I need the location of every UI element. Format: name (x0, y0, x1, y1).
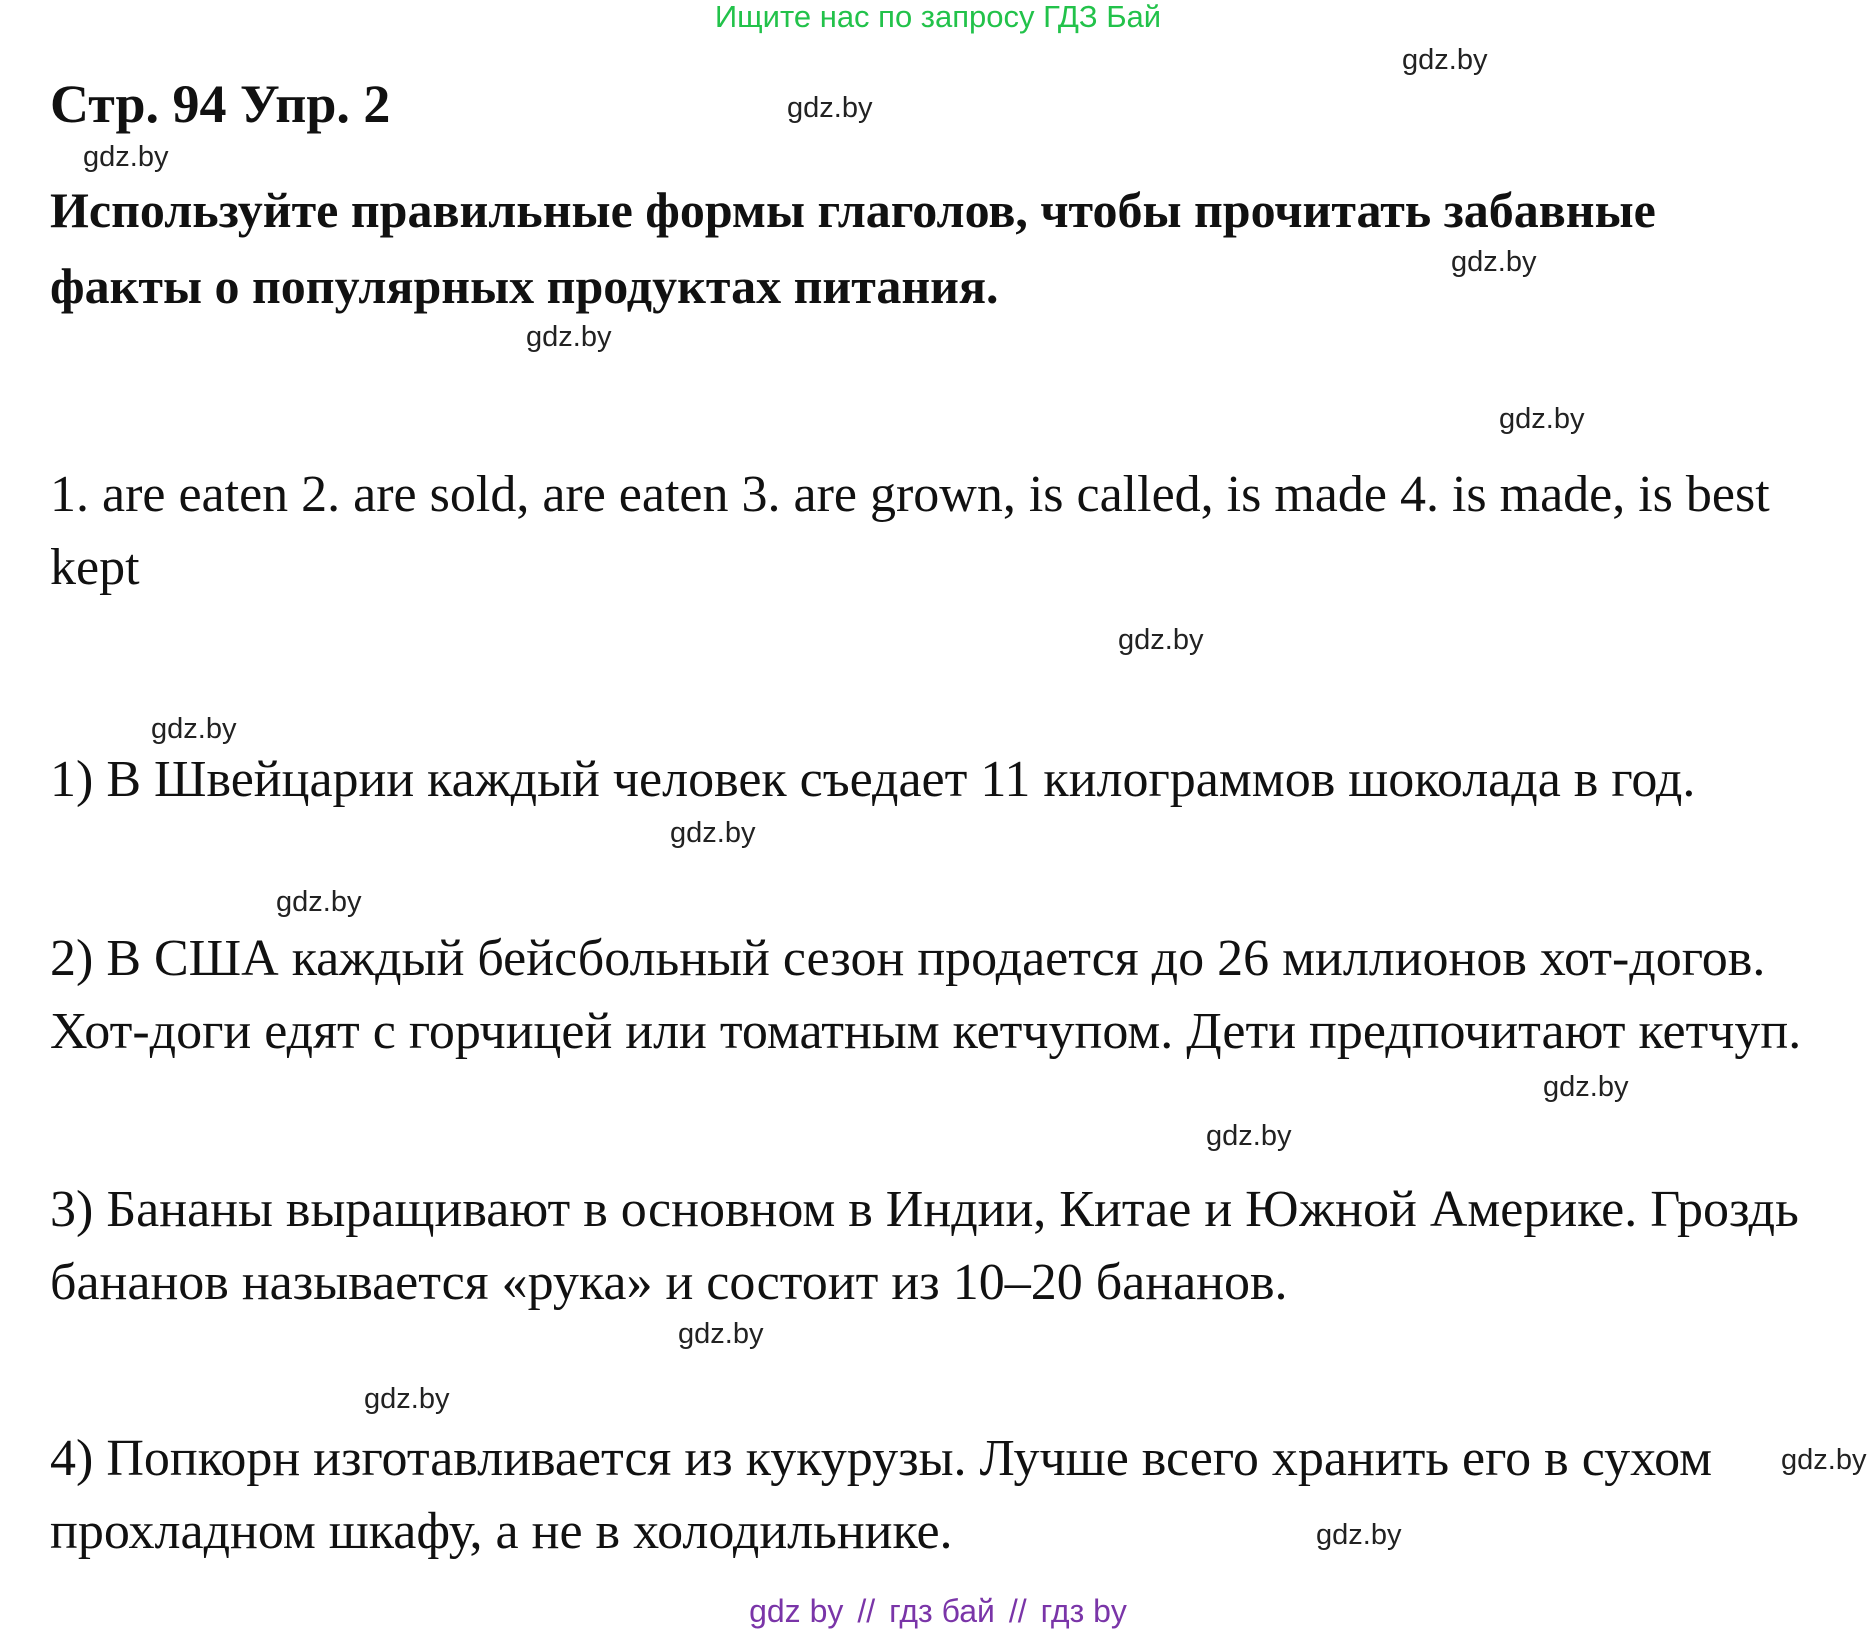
watermark: gdz.by (787, 92, 873, 124)
watermark: gdz.by (1316, 1519, 1402, 1551)
watermark: gdz.by (1781, 1444, 1867, 1476)
footer-links (0, 1593, 1876, 1629)
watermark: gdz.by (1118, 624, 1204, 656)
fact-4: 4) Попкорн изготавливается из кукурузы. Лучше всего хранить его в сухом прохладном шкафу, а не в холодильнике. (50, 1430, 1713, 1560)
page-title: Стр. 94 Упр. 2 (50, 74, 391, 134)
watermark: gdz.by (1499, 403, 1585, 435)
footer-link-gdz-by-ru[interactable]: гдз by (1040, 1593, 1127, 1629)
watermark: gdz.by (1543, 1071, 1629, 1103)
watermark: gdz.by (364, 1383, 450, 1415)
footer-link-gdz-by[interactable]: gdz by (749, 1593, 844, 1629)
footer-separator: // (1008, 1593, 1027, 1629)
footer-link-gdz-bai[interactable]: гдз бай (889, 1593, 995, 1629)
watermark: gdz.by (276, 886, 362, 918)
watermark: gdz.by (1206, 1120, 1292, 1152)
task-instructions: Используйте правильные формы глаголов, чтобы прочитать забавные факты о популярных продуктах питания. (50, 182, 1656, 314)
watermark: gdz.by (526, 321, 612, 353)
fact-1: 1) В Швейцарии каждый человек съедает 11 килограммов шоколада в год. (50, 751, 1696, 808)
footer-separator: // (857, 1593, 876, 1629)
watermark: gdz.by (1451, 246, 1537, 278)
top-search-banner: Ищите нас по запросу ГДЗ Бай (714, 0, 1162, 34)
watermark: gdz.by (83, 141, 169, 173)
answers-text: 1. are eaten 2. are sold, are eaten 3. are grown, is called, is made 4. is made, is best kept (50, 466, 1770, 596)
watermark: gdz.by (1402, 44, 1488, 76)
fact-2: 2) В США каждый бейсбольный сезон продается до 26 миллионов хот-догов. Хот-доги едят с горчицей или томатным кетчупом. Дети предпочитают кетчуп. (50, 930, 1802, 1060)
watermark: gdz.by (670, 817, 756, 849)
fact-3: 3) Бананы выращивают в основном в Индии, Китае и Южной Америке. Гроздь бананов называется «рука» и состоит из 10–20 бананов. (50, 1181, 1799, 1311)
watermark: gdz.by (151, 713, 237, 745)
watermark: gdz.by (678, 1318, 764, 1350)
